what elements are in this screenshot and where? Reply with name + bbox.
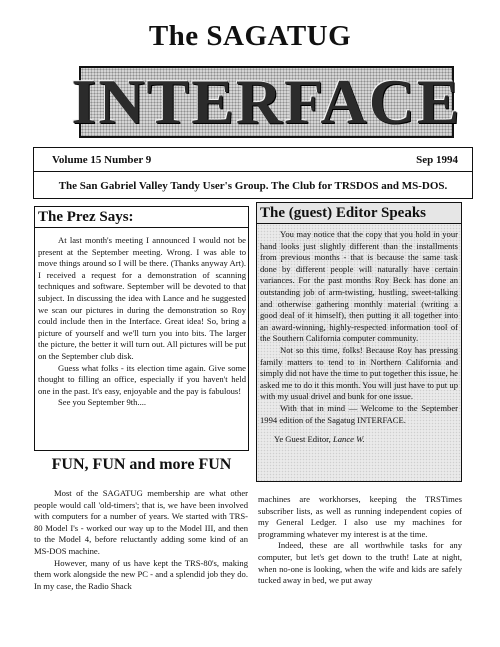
newsletter-title: The SAGATUG: [148, 20, 352, 52]
signoff-name: Lance W.: [332, 434, 365, 445]
prez-body: [38, 235, 246, 409]
prez-paragraph: At last month's meeting I announced I would not be present at the September meeting. Wrong. I was able to move things around so I will be there. (Thanks anyway Art). I received a request for a demonstration of scanning techniques and software. September will be devoted to that subject. In discussing the idea with Lance and he suggested we scan our pictures in during the demonstration so Roy could include then in the Interface. Great idea! So, bring a picture of yourself and we'll turn you into bits. The larger the picture, the better it will turn out. All pictures will be put on the September club disk.: [38, 235, 246, 361]
fun-left-column: [34, 488, 248, 592]
fun-paragraph: However, many of us have kept the TRS-80's, making them work alongside the new PC - and a splendid job they do. In my case, the Radio Shack: [34, 557, 248, 591]
prez-paragraph: See you September 9th....: [58, 397, 147, 408]
fun-paragraph: Most of the SAGATUG membership are what other people would call 'old-timers'; that is, we have been involved with computers for a number of years. We started with TRS-80 Model I's - worked our way up to the Model III, and then to the Model 4, before reluctantly adding some kind of an MS-DOS machine.: [34, 488, 248, 556]
banner-title: INTERFACE: [71, 66, 462, 137]
issue-date: Sep 1994: [416, 153, 458, 166]
fun-paragraph-continued: machines are workhorses, keeping the TRSTimes subscriber lists, as well as running independent copies of my General Ledger. I also use my machines for programming whatever my interest is at the time.: [258, 494, 462, 539]
prez-heading: The Prez Says:: [35, 207, 248, 228]
issue-info-row: [34, 148, 472, 172]
editor-speaks-box: [256, 202, 462, 482]
editor-body: [260, 229, 458, 426]
prez-says-box: [34, 206, 249, 451]
fun-heading: FUN, FUN and more FUN: [51, 456, 232, 473]
editor-paragraph: Not so this time, folks! Because Roy has pressing family matters to tend to in Northern California and simply did not have the time to put together this issue, he asked me to do it this month. You will just have to put up with my usual drivel and bunk for one issue.: [260, 344, 458, 402]
fun-right-column: [258, 494, 462, 587]
masthead-banner: [71, 66, 462, 138]
fun-paragraph: Indeed, these are all worthwhile tasks for any computer, but let's get down to the truth! Late at night, when no-one is looking, when the wife and kids are safely tucked away in bed, we put away: [258, 540, 462, 586]
editor-heading: The (guest) Editor Speaks: [257, 203, 461, 224]
prez-paragraph: Guess what folks - its election time again. Give some thought to filling an office, especially if you haven't held one in the past. It's easy, enjoyable and the pay is fabulous!: [38, 362, 246, 396]
editor-paragraph: You may notice that the copy that you hold in your hand looks just slightly different than the installments from previous months - that is because the same task done by different people will naturally have certain variances. For the past months Roy Beck has done an outstanding job of arm-twisting, hustling, sweet-talking and otherwise gathering monthly material (writing a good deal of it himself), then putting it all together into an award-winning, highly-respected information tool of the Southern California computer community.: [260, 229, 458, 344]
signoff-prefix: Ye Guest Editor,: [274, 434, 333, 445]
editor-signoff: [260, 434, 458, 444]
volume-number: Volume 15 Number 9: [52, 153, 152, 166]
issue-info-box: [33, 147, 473, 199]
club-tagline: The San Gabriel Valley Tandy User's Group. The Club for TRSDOS and MS-DOS.: [58, 179, 448, 192]
editor-paragraph: With that in mind — Welcome to the September 1994 edition of the Sagatug INTERFACE.: [260, 402, 458, 425]
